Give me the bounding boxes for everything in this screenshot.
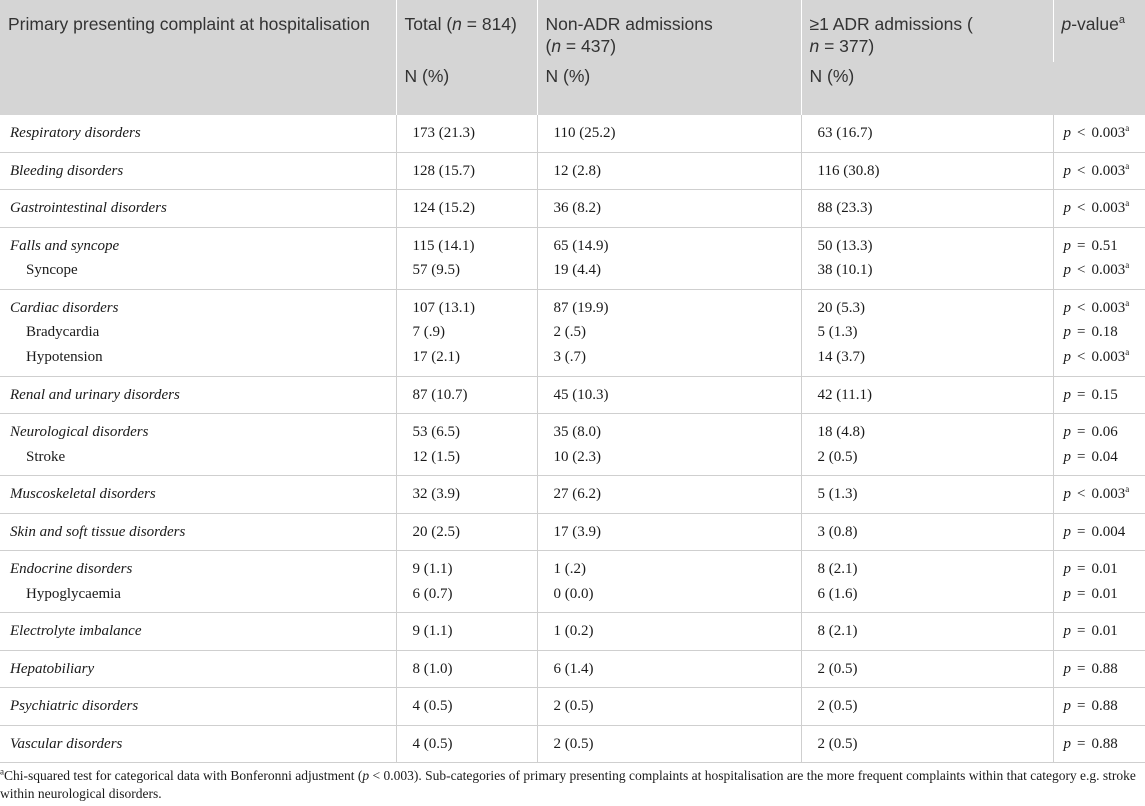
p-value (1064, 296, 1136, 321)
p-operator: = (1077, 523, 1086, 540)
count-value: 2 (0.5) (817, 448, 858, 465)
cell-label (0, 414, 396, 476)
p-symbol: p (1063, 623, 1071, 639)
cell-label (0, 227, 396, 289)
header-non-adr-prefix: ( (545, 36, 552, 56)
p-value (1064, 520, 1136, 545)
count-value: 9 (1.1) (412, 623, 453, 639)
count-value: 2 (0.5) (817, 660, 858, 677)
footnote-p: p (362, 768, 370, 783)
subheader-adr-label: N (%) (809, 66, 855, 86)
p-number: 0.003 (1091, 125, 1126, 141)
cell-adr (801, 376, 1053, 414)
count-value: 17 (2.1) (412, 348, 460, 365)
count-value: 5 (1.3) (817, 324, 858, 340)
header-non-adr-n: n (551, 36, 562, 56)
p-number: 0.18 (1091, 324, 1118, 340)
count-value: 0 (0.0) (553, 585, 594, 602)
count-value: 107 (13.1) (412, 299, 475, 316)
count-value: 12 (2.8) (553, 162, 601, 179)
count-value: 8 (2.1) (817, 623, 858, 639)
header-non-adr-label: Non-ADR admissions (545, 14, 713, 34)
count-value: 8 (2.1) (817, 561, 858, 577)
p-value (1064, 619, 1136, 644)
p-operator: = (1077, 698, 1086, 714)
cell-total (396, 190, 537, 228)
header-non-adr (537, 0, 801, 62)
p-value (1064, 420, 1136, 445)
count-value: 10 (2.3) (553, 448, 601, 465)
count-value: 32 (3.9) (412, 486, 460, 502)
count-value: 17 (3.9) (553, 523, 601, 540)
p-value (1064, 657, 1136, 682)
count-value: 50 (13.3) (817, 237, 873, 254)
cell-label (0, 650, 396, 688)
p-value (1064, 121, 1136, 146)
cell-non-adr (537, 513, 801, 551)
footnote-marker: a (0, 766, 4, 777)
cell-adr (801, 152, 1053, 190)
cell-total (396, 152, 537, 190)
cell-adr (801, 476, 1053, 514)
cell-non-adr (537, 152, 801, 190)
count-value: 12 (1.5) (412, 448, 460, 465)
cell-label (0, 551, 396, 613)
count-value: 1 (0.2) (553, 623, 594, 639)
cell-non-adr (537, 376, 801, 414)
cell-adr (801, 725, 1053, 763)
cell-label (0, 476, 396, 514)
count-value: 2 (0.5) (817, 735, 858, 752)
p-operator: = (1077, 660, 1086, 677)
p-note: a (1125, 346, 1130, 357)
p-note: a (1125, 123, 1130, 133)
header-complaint-label: Primary presenting complaint at hospitalisation (8, 14, 370, 34)
cell-p (1053, 190, 1145, 228)
cell-total (396, 513, 537, 551)
p-note: a (1125, 297, 1130, 308)
category-label: Gastrointestinal disorders (10, 200, 167, 216)
table-row (0, 476, 1145, 514)
p-symbol: p (1063, 348, 1071, 365)
count-value: 42 (11.1) (817, 386, 872, 403)
p-symbol: p (1063, 125, 1071, 141)
cell-adr (801, 650, 1053, 688)
p-value (1064, 234, 1136, 259)
cell-adr (801, 190, 1053, 228)
count-value: 38 (10.1) (817, 262, 873, 278)
count-value: 2 (.5) (553, 324, 586, 340)
p-operator: < (1077, 200, 1086, 216)
table-row (0, 650, 1145, 688)
p-symbol: p (1063, 162, 1071, 179)
cell-non-adr (537, 414, 801, 476)
cell-non-adr (537, 190, 801, 228)
cell-total (396, 289, 537, 376)
p-operator: < (1077, 125, 1086, 141)
table-body (0, 115, 1145, 763)
category-label: Vascular disorders (10, 735, 123, 752)
category-label: Respiratory disorders (10, 125, 141, 141)
p-operator: = (1077, 386, 1086, 403)
p-number: 0.003 (1091, 348, 1126, 365)
p-symbol: p (1063, 660, 1071, 677)
p-symbol: p (1063, 448, 1071, 465)
header-p-note: a (1118, 14, 1126, 27)
footnote-text-1: Chi-squared test for categorical data with Bonferonni adjustment ( (4, 768, 363, 783)
p-operator: < (1077, 262, 1086, 278)
count-value: 110 (25.2) (553, 125, 616, 141)
count-value: 6 (0.7) (412, 585, 453, 602)
cell-label (0, 725, 396, 763)
p-operator: = (1077, 735, 1086, 752)
p-number: 0.01 (1091, 623, 1118, 639)
p-operator: = (1077, 585, 1086, 602)
count-value: 45 (10.3) (553, 386, 609, 403)
cell-p (1053, 688, 1145, 726)
count-value: 36 (8.2) (553, 200, 601, 216)
p-symbol: p (1063, 200, 1071, 216)
count-value: 1 (.2) (553, 561, 586, 577)
p-symbol: p (1063, 262, 1071, 278)
p-number: 0.003 (1091, 200, 1126, 216)
table-row (0, 613, 1145, 651)
header-complaint (0, 0, 396, 115)
cell-p (1053, 376, 1145, 414)
count-value: 88 (23.3) (817, 200, 873, 216)
cell-label (0, 613, 396, 651)
subcategory-label: Stroke (26, 448, 66, 465)
p-symbol: p (1063, 523, 1071, 540)
p-operator: = (1077, 324, 1086, 340)
cell-adr (801, 289, 1053, 376)
count-value: 2 (0.5) (817, 698, 858, 714)
p-operator: = (1077, 561, 1086, 577)
p-symbol: p (1063, 386, 1071, 403)
header-adr (801, 0, 1053, 62)
p-number: 0.51 (1091, 237, 1118, 254)
count-value: 5 (1.3) (817, 486, 858, 502)
p-value (1064, 345, 1136, 370)
category-label: Bleeding disorders (10, 162, 124, 179)
cell-total (396, 376, 537, 414)
p-symbol: p (1063, 735, 1071, 752)
p-value (1064, 582, 1136, 607)
p-operator: = (1077, 623, 1086, 639)
header-adr-n: n (809, 36, 820, 56)
p-value (1064, 557, 1136, 582)
count-value: 14 (3.7) (817, 348, 865, 365)
subheader-non-adr-label: N (%) (545, 66, 591, 86)
table-header (0, 0, 1145, 115)
cell-non-adr (537, 650, 801, 688)
count-value: 20 (2.5) (412, 523, 460, 540)
p-symbol: p (1063, 698, 1071, 714)
count-value: 128 (15.7) (412, 162, 475, 179)
p-symbol: p (1063, 561, 1071, 577)
p-note: a (1125, 160, 1130, 171)
count-value: 8 (1.0) (412, 660, 453, 677)
cell-total (396, 551, 537, 613)
cell-non-adr (537, 476, 801, 514)
cell-p (1053, 289, 1145, 376)
count-value: 3 (.7) (553, 348, 586, 365)
cell-adr (801, 513, 1053, 551)
count-value: 173 (21.3) (412, 125, 475, 141)
p-number: 0.88 (1091, 660, 1118, 677)
table-row (0, 227, 1145, 289)
p-symbol: p (1063, 424, 1071, 440)
cell-non-adr (537, 725, 801, 763)
p-symbol: p (1063, 486, 1071, 502)
cell-label (0, 376, 396, 414)
category-label: Cardiac disorders (10, 299, 119, 316)
header-non-adr-suffix: = 437) (561, 36, 617, 56)
cell-p (1053, 513, 1145, 551)
p-number: 0.88 (1091, 735, 1118, 752)
cell-label (0, 115, 396, 152)
cell-adr (801, 613, 1053, 651)
category-label: Muscoskeletal disorders (10, 486, 156, 502)
count-value: 65 (14.9) (553, 237, 609, 254)
p-symbol: p (1063, 237, 1071, 254)
category-label: Renal and urinary disorders (10, 386, 180, 403)
cell-non-adr (537, 551, 801, 613)
count-value: 87 (19.9) (553, 299, 609, 316)
p-operator: < (1077, 348, 1086, 365)
cell-total (396, 476, 537, 514)
cell-p (1053, 414, 1145, 476)
p-operator: = (1077, 237, 1086, 254)
category-label: Skin and soft tissue disorders (10, 523, 186, 540)
count-value: 6 (1.4) (553, 660, 594, 677)
category-label: Endocrine disorders (10, 561, 133, 577)
cell-total (396, 414, 537, 476)
count-value: 18 (4.8) (817, 424, 865, 440)
count-value: 87 (10.7) (412, 386, 468, 403)
count-value: 2 (0.5) (553, 698, 594, 714)
table-row (0, 115, 1145, 152)
cell-total (396, 115, 537, 152)
table-row (0, 688, 1145, 726)
subheader-adr (801, 62, 1053, 115)
header-adr-prefix: ≥1 ADR admissions ( (809, 14, 973, 34)
category-label: Hepatobiliary (10, 660, 95, 677)
count-value: 2 (0.5) (553, 735, 594, 752)
p-value (1064, 159, 1136, 184)
cell-p (1053, 551, 1145, 613)
subcategory-label: Hypotension (26, 348, 103, 365)
header-total-prefix: Total ( (404, 14, 453, 34)
header-adr-suffix: = 377) (819, 36, 875, 56)
header-p-italic: p (1061, 14, 1072, 34)
footnote-text-2: < 0.003). Sub-categories of primary presenting complaints at hospitalisation are the more frequent complaints within that category e.g. stroke within neurological disorders. (0, 768, 1136, 801)
p-operator: = (1077, 448, 1086, 465)
subcategory-label: Bradycardia (26, 324, 100, 340)
p-value (1064, 694, 1136, 719)
count-value: 124 (15.2) (412, 200, 475, 216)
table-row (0, 190, 1145, 228)
table-footnote (0, 767, 1140, 803)
p-symbol: p (1063, 299, 1071, 316)
subheader-non-adr (537, 62, 801, 115)
cell-adr (801, 414, 1053, 476)
category-label: Neurological disorders (10, 424, 149, 440)
table-row (0, 289, 1145, 376)
p-note: a (1125, 198, 1130, 208)
table-row (0, 376, 1145, 414)
cell-label (0, 190, 396, 228)
count-value: 7 (.9) (412, 324, 445, 340)
cell-non-adr (537, 115, 801, 152)
p-number: 0.06 (1091, 424, 1118, 440)
p-note: a (1125, 260, 1130, 270)
subcategory-label: Syncope (26, 262, 78, 278)
cell-label (0, 289, 396, 376)
p-operator: < (1077, 486, 1086, 502)
header-total (396, 0, 537, 62)
p-operator: < (1077, 299, 1086, 316)
category-label: Electrolyte imbalance (10, 623, 142, 639)
p-number: 0.004 (1091, 523, 1126, 540)
cell-non-adr (537, 227, 801, 289)
count-value: 20 (5.3) (817, 299, 865, 316)
cell-p (1053, 613, 1145, 651)
table-row (0, 551, 1145, 613)
p-value (1064, 732, 1136, 757)
subheader-total-label: N (%) (404, 66, 450, 86)
cell-label (0, 513, 396, 551)
cell-non-adr (537, 688, 801, 726)
p-number: 0.15 (1091, 386, 1118, 403)
p-number: 0.003 (1091, 162, 1126, 179)
p-value (1064, 196, 1136, 221)
cell-adr (801, 227, 1053, 289)
count-value: 115 (14.1) (412, 237, 475, 254)
p-value (1064, 258, 1136, 283)
subcategory-label: Hypoglycaemia (26, 585, 121, 602)
p-value (1064, 320, 1136, 345)
count-value: 9 (1.1) (412, 561, 453, 577)
p-value (1064, 445, 1136, 470)
cell-label (0, 152, 396, 190)
count-value: 63 (16.7) (817, 125, 873, 141)
count-value: 19 (4.4) (553, 262, 601, 278)
cell-adr (801, 688, 1053, 726)
count-value: 35 (8.0) (553, 424, 601, 440)
cell-non-adr (537, 289, 801, 376)
header-total-n: n (452, 14, 462, 34)
cell-p (1053, 152, 1145, 190)
cell-total (396, 227, 537, 289)
count-value: 57 (9.5) (412, 262, 460, 278)
count-value: 6 (1.6) (817, 585, 858, 602)
cell-non-adr (537, 613, 801, 651)
p-symbol: p (1063, 585, 1071, 602)
count-value: 53 (6.5) (412, 424, 460, 440)
table-row (0, 152, 1145, 190)
cell-adr (801, 551, 1053, 613)
cell-p (1053, 650, 1145, 688)
header-p-rest: -value (1071, 14, 1119, 34)
p-operator: < (1077, 162, 1086, 179)
cell-total (396, 650, 537, 688)
p-number: 0.01 (1091, 585, 1118, 602)
p-value (1064, 482, 1136, 507)
category-label: Psychiatric disorders (10, 698, 139, 714)
p-number: 0.003 (1091, 486, 1126, 502)
count-value: 116 (30.8) (817, 162, 880, 179)
count-value: 4 (0.5) (412, 735, 453, 752)
cell-p (1053, 725, 1145, 763)
cell-p (1053, 227, 1145, 289)
cell-total (396, 613, 537, 651)
p-note: a (1125, 484, 1130, 494)
header-p-value (1053, 0, 1145, 115)
count-value: 27 (6.2) (553, 486, 601, 502)
count-value: 3 (0.8) (817, 523, 858, 540)
count-value: 4 (0.5) (412, 698, 453, 714)
cell-label (0, 688, 396, 726)
subheader-total (396, 62, 537, 115)
table-row (0, 725, 1145, 763)
p-value (1064, 383, 1136, 408)
cell-total (396, 725, 537, 763)
cell-total (396, 688, 537, 726)
cell-p (1053, 115, 1145, 152)
p-number: 0.003 (1091, 299, 1126, 316)
cell-p (1053, 476, 1145, 514)
category-label: Falls and syncope (10, 237, 120, 254)
p-number: 0.88 (1091, 698, 1118, 714)
header-total-suffix: = 814) (461, 14, 517, 34)
table-row (0, 513, 1145, 551)
p-operator: = (1077, 424, 1086, 440)
p-symbol: p (1063, 324, 1071, 340)
table-row (0, 414, 1145, 476)
p-number: 0.04 (1091, 448, 1118, 465)
p-number: 0.003 (1091, 262, 1126, 278)
p-number: 0.01 (1091, 561, 1118, 577)
cell-adr (801, 115, 1053, 152)
